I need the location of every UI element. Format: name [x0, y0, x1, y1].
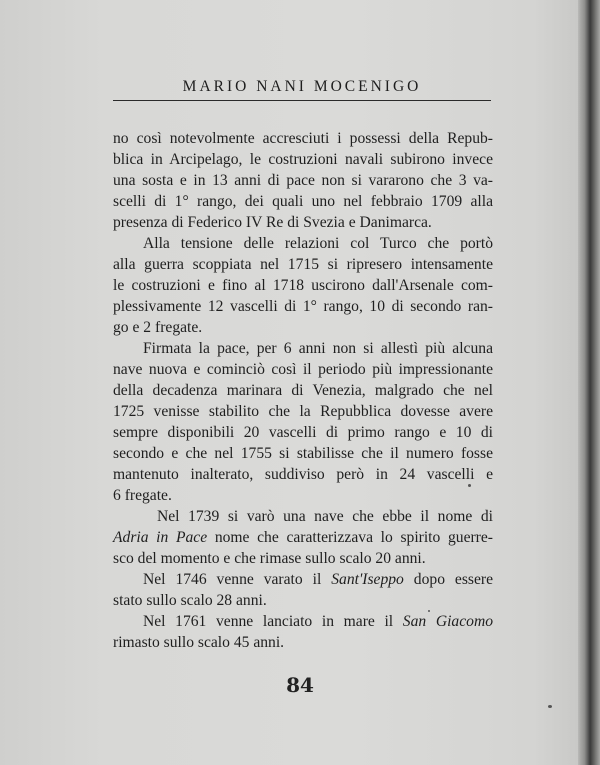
- page-number: 84: [286, 673, 314, 697]
- text-line: 6 fregate.: [113, 487, 172, 504]
- text-line: stato sullo scalo 28 anni.: [113, 592, 267, 609]
- paper-speck: [548, 705, 552, 708]
- text-line: scelli di 1° rango, dei quali uno nel febbraio 1709 alla: [113, 193, 493, 210]
- header-rule: [113, 100, 491, 101]
- text-line: sempre disponibili 20 vascelli di primo rango e 10 di: [113, 424, 493, 441]
- ship-name-giacomo: San Giacomo: [402, 613, 494, 630]
- paper-speck: [468, 484, 471, 487]
- text-line: [113, 569, 493, 590]
- paper-speck: [428, 610, 430, 612]
- text-fragment: Nel 1761 venne lanciato in mare il: [143, 613, 394, 630]
- text-line: nave nuova e cominciò così il periodo più impressionante: [113, 361, 493, 378]
- text-line: rimasto sullo scalo 45 anni.: [113, 634, 285, 651]
- ship-name-adria: Adria in Pace: [113, 529, 208, 546]
- body-text: [113, 128, 493, 653]
- text-line: Firmata la pace, per 6 anni non si allestì più alcuna: [143, 340, 493, 357]
- text-line: sco del momento e che rimase sullo scalo 20 anni.: [113, 550, 426, 567]
- text-line: blica in Arcipelago, le costruzioni navali subirono invece: [113, 151, 493, 168]
- running-header: MARIO NANI MOCENIGO: [182, 78, 422, 95]
- text-fragment: nome che caratterizzava lo spirito guerre-: [214, 529, 493, 546]
- text-line: presenza di Federico IV Re di Svezia e Danimarca.: [113, 214, 432, 231]
- text-line: [113, 611, 493, 632]
- text-line: alla guerra scoppiata nel 1715 si ripresero intensamente: [113, 256, 493, 273]
- text-line: le costruzioni e fino al 1718 uscirono dall'Arsenale com-: [113, 277, 493, 294]
- text-line: [113, 527, 493, 548]
- text-line: 1725 venisse stabilito che la Repubblica dovesse avere: [113, 403, 493, 420]
- text-line: Nel 1739 si varò una nave che ebbe il nome di: [157, 508, 493, 525]
- text-line: Alla tensione delle relazioni col Turco che portò: [143, 235, 493, 252]
- text-line: secondo e che nel 1755 si stabilisse che il numero fosse: [113, 445, 493, 462]
- text-line: no così notevolmente accresciuti i possessi della Repub-: [113, 130, 493, 147]
- text-line: una sosta e in 13 anni di pace non si vararono che 3 va-: [113, 172, 493, 189]
- book-spine-shadow: [578, 0, 600, 765]
- text-fragment: Nel 1746 venne varato il: [143, 571, 322, 588]
- text-line: plessivamente 12 vascelli di 1° rango, 10 di secondo ran-: [113, 298, 493, 315]
- text-line: mantenuto inalterato, suddiviso però in 24 vascelli e: [113, 466, 493, 483]
- text-line: della decadenza marinara di Venezia, malgrado che nel: [113, 382, 493, 399]
- ship-name-iseppo: Sant'Iseppo: [331, 571, 404, 588]
- text-line: go e 2 fregate.: [113, 319, 203, 336]
- text-fragment: dopo essere: [413, 571, 494, 588]
